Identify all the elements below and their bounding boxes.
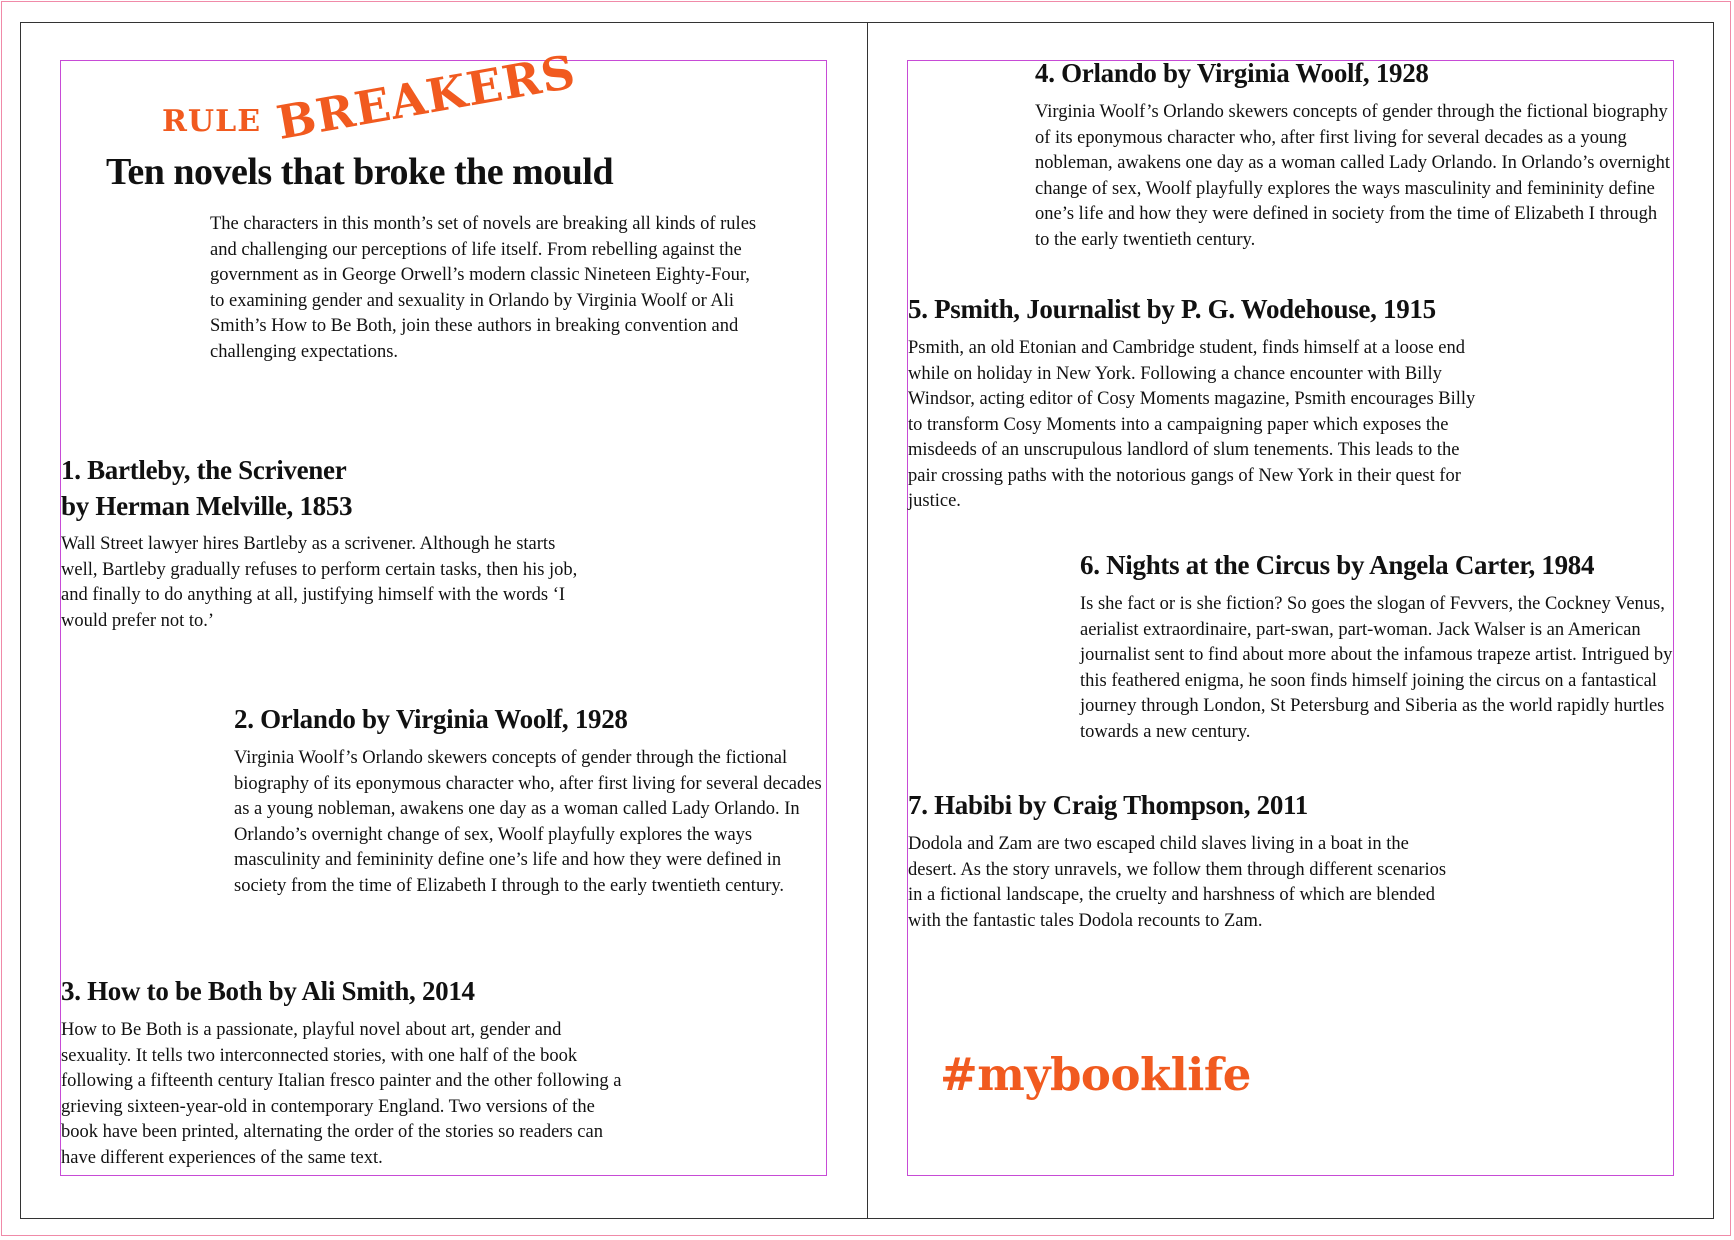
page-title: Ten novels that broke the mould (106, 151, 614, 193)
entry-body: Virginia Woolf’s Orlando skewers concepts of gender through the fictional biography of its eponymous character who, after first living for several decades as a young nobleman, awakens one day as a woman called Lady Orlando. In Orlando’s overnight change of sex, Woolf playfully explores the ways masculinity and femininity define one’s life and how they were defined in society from the time of Elizabeth I through to the early twentieth century. (234, 748, 822, 896)
entry-heading-line-1: 1. Bartleby, the Scrivener (61, 455, 347, 485)
spread-spine (867, 22, 868, 1219)
entry-heading (61, 452, 591, 524)
entry-body: Psmith, an old Etonian and Cambridge student, finds himself at a loose end while on holiday in New York. Following a chance encounter with Billy Windsor, acting editor of Cosy Moments magazine, Psmith encourages Billy to transform Cosy Moments into a campaigning paper which exposes the misdeeds of an unscrupulous landlord of slum tenements. This leads to the pair crossing paths with the notorious gangs of New York in their quest for justice. (908, 338, 1476, 511)
entry-heading: 4. Orlando by Virginia Woolf, 1928 (1035, 58, 1429, 88)
entry-heading: 3. How to be Both by Ali Smith, 2014 (61, 976, 475, 1006)
kicker-rule: RULE (162, 104, 262, 139)
entry-heading: 7. Habibi by Craig Thompson, 2011 (908, 790, 1308, 820)
entry-1 (61, 452, 591, 634)
entry-6 (1080, 546, 1675, 745)
entry-heading: 6. Nights at the Circus by Angela Carter, 1984 (1080, 550, 1595, 580)
entry-body: Dodola and Zam are two escaped child slaves living in a boat in the desert. As the story unravels, we follow them through different scenarios in a fictional landscape, the cruelty and harshness of which are blended with the fantastic tales Dodola recounts to Zam. (908, 834, 1447, 931)
intro-paragraph: The characters in this month’s set of novels are breaking all kinds of rules and challenging our perceptions of life itself. From rebelling against the government as in George Orwell’s modern classic Nineteen Eighty-Four, to examining gender and sexuality in Orlando by Virginia Woolf or Ali Smith’s How to Be Both, join these authors in breaking convention and challenging expectations. (210, 214, 757, 362)
entry-2 (234, 700, 828, 899)
entry-body: Is she fact or is she fiction? So goes the slogan of Fevvers, the Cockney Venus, aerialist extraordinaire, part-swan, part-woman. Jack Walser is an American journalist sent to find about more about the infamous trapeze artist. Intrigued by this feathered enigma, he soon finds himself joining the circus on a fantastical journey through London, St Petersburg and Siberia as the world rapidly hurtles towards a new century. (1080, 594, 1673, 742)
kicker-breakers: BREAKERS (272, 44, 580, 151)
entry-body: Wall Street lawyer hires Bartleby as a scrivener. Although he starts well, Bartleby gradually refuses to perform certain tasks, then his job, and finally to do anything at all, justifying himself with the words ‘I would prefer not to.’ (61, 534, 578, 631)
entry-body: Virginia Woolf’s Orlando skewers concepts of gender through the fictional biography of its eponymous character who, after first living for several decades as a young nobleman, awakens one day as a woman called Lady Orlando. In Orlando’s overnight change of sex, Woolf playfully explores the ways masculinity and femininity define one’s life and how they were defined in society from the time of Elizabeth I through to the early twentieth century. (1035, 102, 1670, 250)
entry-3 (61, 972, 636, 1171)
entry-heading-line-2: by Herman Melville, 1853 (61, 491, 353, 521)
hashtag-mybooklife: #mybooklife (940, 1048, 1251, 1101)
entry-7 (908, 786, 1448, 934)
entry-heading: 5. Psmith, Journalist by P. G. Wodehouse, 1915 (908, 294, 1436, 324)
entry-body: How to Be Both is a passionate, playful novel about art, gender and sexuality. It tells two interconnected stories, with one half of the book following a fifteenth century Italian fresco painter and the other following a grieving sixteen-year-old in contemporary England. Two versions of the book have been printed, alternating the order of the stories so readers can have different experiences of the same text. (61, 1020, 622, 1168)
entry-4 (1035, 54, 1671, 253)
entry-heading: 2. Orlando by Virginia Woolf, 1928 (234, 704, 628, 734)
entry-5 (908, 290, 1478, 515)
